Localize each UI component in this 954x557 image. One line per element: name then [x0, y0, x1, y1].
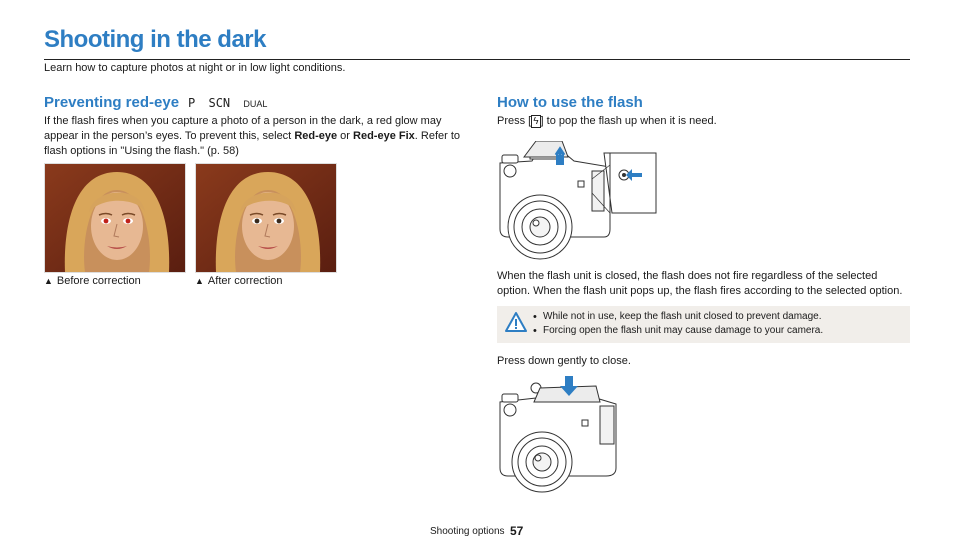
page-title: Shooting in the dark	[44, 26, 266, 53]
flash-heading: How to use the flash	[497, 94, 643, 111]
flash-press-instruction: Press [ ϟ ] to pop the flash up when it is need.	[497, 115, 717, 127]
red-eye-text-line-1: If the flash fires when you capture a photo of a person in the dark, a red glow may	[44, 115, 442, 127]
warning-item: • While not in use, keep the flash unit closed to prevent damage.	[531, 310, 823, 324]
mode-p-icon: P	[188, 96, 196, 110]
warning-icon	[505, 311, 527, 338]
triangle-up-icon: ▲	[195, 276, 204, 286]
warning-box	[497, 306, 910, 343]
after-correction-photo	[195, 163, 337, 273]
flash-description-line-1: When the flash unit is closed, the flash does not fire regardless of the selected	[497, 270, 878, 282]
page-subtitle: Learn how to capture photos at night or in low light conditions.	[44, 62, 346, 74]
red-eye-option: Red-eye	[294, 130, 338, 142]
flash-description-line-2: option. When the flash unit pops up, the flash fires according to the selected option.	[497, 285, 903, 297]
red-eye-description	[44, 114, 464, 159]
mode-dual-icon: DUAL	[243, 99, 268, 109]
red-eye-heading: Preventing red-eye	[44, 94, 180, 111]
footer-section-name: Shooting options	[430, 526, 505, 537]
red-eye-text-line-2: appear in the person’s eyes. To prevent this, select Red-eye or Red-eye Fix. Refer to	[44, 130, 461, 142]
flash-button-icon: ϟ	[533, 115, 539, 127]
camera-flash-up-illustration	[496, 141, 661, 266]
before-correction-photo	[44, 163, 186, 273]
title-divider	[44, 59, 910, 60]
triangle-up-icon: ▲	[44, 276, 53, 286]
close-instruction: Press down gently to close.	[497, 355, 631, 367]
before-correction-caption: ▲ Before correction	[44, 275, 141, 287]
page-number: 57	[510, 524, 524, 538]
red-eye-text-line-3: flash options in "Using the flash." (p. 58)	[44, 145, 239, 157]
flash-description	[497, 269, 917, 299]
camera-flash-close-illustration	[496, 374, 626, 499]
warning-item: • Forcing open the flash unit may cause damage to your camera.	[531, 324, 823, 338]
red-eye-fix-option: Red-eye Fix	[353, 130, 415, 142]
shooting-modes	[188, 96, 273, 110]
warning-list	[531, 310, 823, 338]
mode-scn-icon: SCN	[208, 96, 231, 110]
after-correction-caption: ▲ After correction	[195, 275, 283, 287]
